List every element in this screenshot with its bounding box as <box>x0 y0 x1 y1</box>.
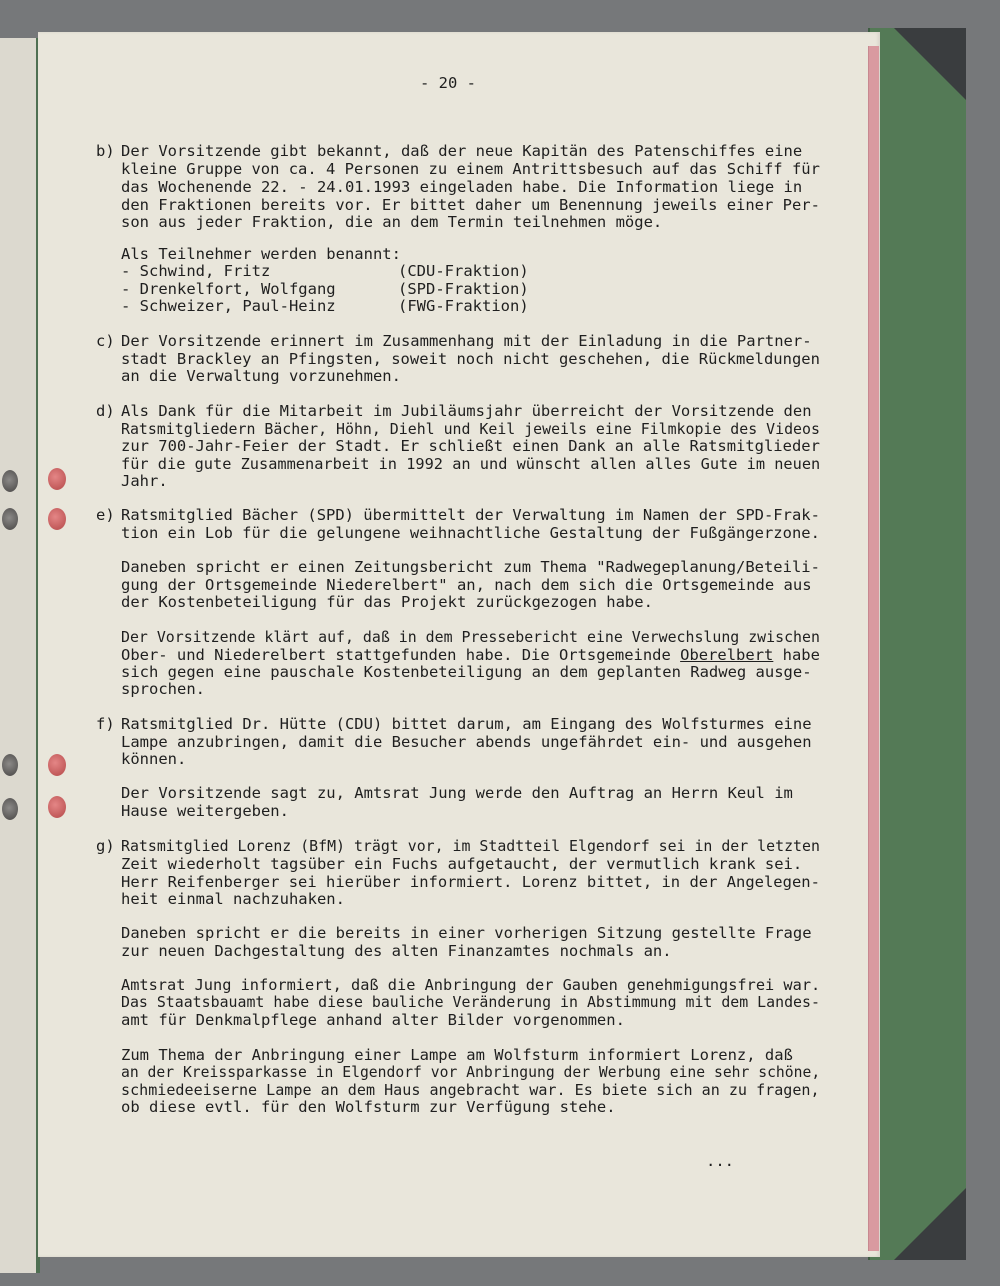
item-f-para2-line: Der Vorsitzende sagt zu, Amtsrat Jung werde den Auftrag an Herrn Keul im <box>121 784 793 802</box>
item-e-para2-line: der Kostenbeteiligung für das Projekt zurückgezogen habe. <box>121 593 653 611</box>
item-f-line: können. <box>121 750 187 768</box>
page-edge-stack <box>868 46 879 1251</box>
punch-hole-left-page <box>2 508 18 530</box>
participant-name: - Drenkelfort, Wolfgang <box>121 280 336 298</box>
underlined-word: Oberelbert <box>680 646 774 664</box>
binder-corner-bottom <box>894 1188 966 1260</box>
item-g-para4-line: an der Kreissparkasse in Elgendorf vor Anbringung der Werbung eine sehr schöne, <box>121 1063 821 1081</box>
item-d-line: zur 700-Jahr-Feier der Stadt. Er schließt einen Dank an alle Ratsmitglieder <box>121 437 820 455</box>
left-page-edge <box>0 38 40 1273</box>
item-g-para4-line: schmiedeeiserne Lampe an dem Haus angebracht war. Es biete sich an zu fragen, <box>121 1081 820 1099</box>
item-b-line: Der Vorsitzende gibt bekannt, daß der neue Kapitän des Patenschiffes eine <box>121 142 803 160</box>
item-c-line: an die Verwaltung vorzunehmen. <box>121 367 401 385</box>
item-g-line: heit einmal nachzuhaken. <box>121 890 345 908</box>
item-marker-c: c) <box>96 332 115 350</box>
item-e-para3-line <box>121 646 820 664</box>
punch-hole <box>48 796 66 818</box>
item-b-line: kleine Gruppe von ca. 4 Personen zu einem Antrittsbesuch auf das Schiff für <box>121 160 820 178</box>
item-e-line: Ratsmitglied Bächer (SPD) übermittelt der Verwaltung im Namen der SPD-Frak- <box>121 506 820 524</box>
item-d-line: Ratsmitgliedern Bächer, Höhn, Diehl und Keil jeweils eine Filmkopie des Videos <box>121 420 820 438</box>
binder-corner-top <box>894 28 966 100</box>
participant-name: - Schwind, Fritz <box>121 262 271 280</box>
item-g-para2-line: zur neuen Dachgestaltung des alten Finanzamtes nochmals an. <box>121 942 672 960</box>
item-g-para3-line: Amtsrat Jung informiert, daß die Anbringung der Gauben genehmigungsfrei war. <box>121 976 821 994</box>
item-f-line: Lampe anzubringen, damit die Besucher abends ungefährdet ein- und ausgehen <box>121 733 812 751</box>
continuation-mark: ... <box>706 1152 734 1170</box>
item-e-para3-line: sich gegen eine pauschale Kostenbeteiligung an dem geplanten Radweg ausge- <box>121 663 812 681</box>
item-g-line: Herr Reifenberger sei hierüber informiert. Lorenz bittet, in der Angelegen- <box>121 873 820 891</box>
item-g-para2-line: Daneben spricht er die bereits in einer vorherigen Sitzung gestellte Frage <box>121 924 812 942</box>
item-e-para2-line: gung der Ortsgemeinde Niederelbert" an, nach dem sich die Ortsgemeinde aus <box>121 576 812 594</box>
item-g-para4-line: ob diese evtl. für den Wolfsturm zur Verfügung stehe. <box>121 1098 616 1116</box>
item-marker-f: f) <box>96 715 115 733</box>
punch-hole-left-page <box>2 798 18 820</box>
item-g-para4-line: Zum Thema der Anbringung einer Lampe am Wolfsturm informiert Lorenz, daß <box>121 1046 793 1064</box>
item-e-line: tion ein Lob für die gelungene weihnachtliche Gestaltung der Fußgängerzone. <box>121 524 820 542</box>
item-e-para3-text: Ober- und Niederelbert stattgefunden habe. Die Ortsgemeinde <box>121 646 681 664</box>
participant-name: - Schweizer, Paul-Heinz <box>121 297 336 315</box>
item-f-line: Ratsmitglied Dr. Hütte (CDU) bittet darum, am Eingang des Wolfsturmes eine <box>121 715 812 733</box>
page-number: - 20 - <box>420 74 476 92</box>
item-c-line: stadt Brackley an Pfingsten, soweit noch nicht geschehen, die Rückmeldungen <box>121 350 820 368</box>
participants-intro: Als Teilnehmer werden benannt: <box>121 245 401 263</box>
item-e-para3-text: habe <box>773 646 820 664</box>
item-f-para2-line: Hause weitergeben. <box>121 802 289 820</box>
item-g-line: Zeit wiederholt tagsüber ein Fuchs aufgetaucht, der vermutlich krank sei. <box>121 855 803 873</box>
item-d-line: für die gute Zusammenarbeit in 1992 an und wünscht allen alles Gute im neuen <box>121 455 821 473</box>
item-c-line: Der Vorsitzende erinnert im Zusammenhang mit der Einladung in die Partner- <box>121 332 812 350</box>
item-e-para3-line: Der Vorsitzende klärt auf, daß in dem Pressebericht eine Verwechslung zwischen <box>121 628 820 646</box>
item-b-line: das Wochenende 22. - 24.01.1993 eingeladen habe. Die Information liege in <box>121 178 803 196</box>
item-b-line: den Fraktionen bereits vor. Er bittet daher um Benennung jeweils einer Per- <box>121 196 820 214</box>
item-g-line: Ratsmitglied Lorenz (BfM) trägt vor, im Stadtteil Elgendorf sei in der letzten <box>121 837 820 855</box>
item-b-line: son aus jeder Fraktion, die an dem Termin teilnehmen möge. <box>121 213 663 231</box>
item-marker-d: d) <box>96 402 115 420</box>
item-marker-e: e) <box>96 506 115 524</box>
participant-faction: (FWG-Fraktion) <box>398 297 529 315</box>
participant-faction: (SPD-Fraktion) <box>398 280 529 298</box>
item-d-line: Jahr. <box>121 472 168 490</box>
item-g-para3-line: amt für Denkmalpflege anhand alter Bilder vorgenommen. <box>121 1011 625 1029</box>
item-e-para2-line: Daneben spricht er einen Zeitungsbericht zum Thema "Radwegeplanung/Beteili- <box>121 558 820 576</box>
item-d-line: Als Dank für die Mitarbeit im Jubiläumsjahr überreicht der Vorsitzende den <box>121 402 812 420</box>
punch-hole-left-page <box>2 470 18 492</box>
punch-hole <box>48 754 66 776</box>
item-marker-g: g) <box>96 837 115 855</box>
binder-board <box>868 28 966 1260</box>
participant-faction: (CDU-Fraktion) <box>398 262 529 280</box>
item-g-para3-line: Das Staatsbauamt habe diese bauliche Veränderung in Abstimmung mit dem Landes- <box>121 993 820 1011</box>
item-e-para3-line: sprochen. <box>121 680 205 698</box>
punch-hole-left-page <box>2 754 18 776</box>
punch-hole <box>48 468 66 490</box>
punch-hole <box>48 508 66 530</box>
item-marker-b: b) <box>96 142 115 160</box>
